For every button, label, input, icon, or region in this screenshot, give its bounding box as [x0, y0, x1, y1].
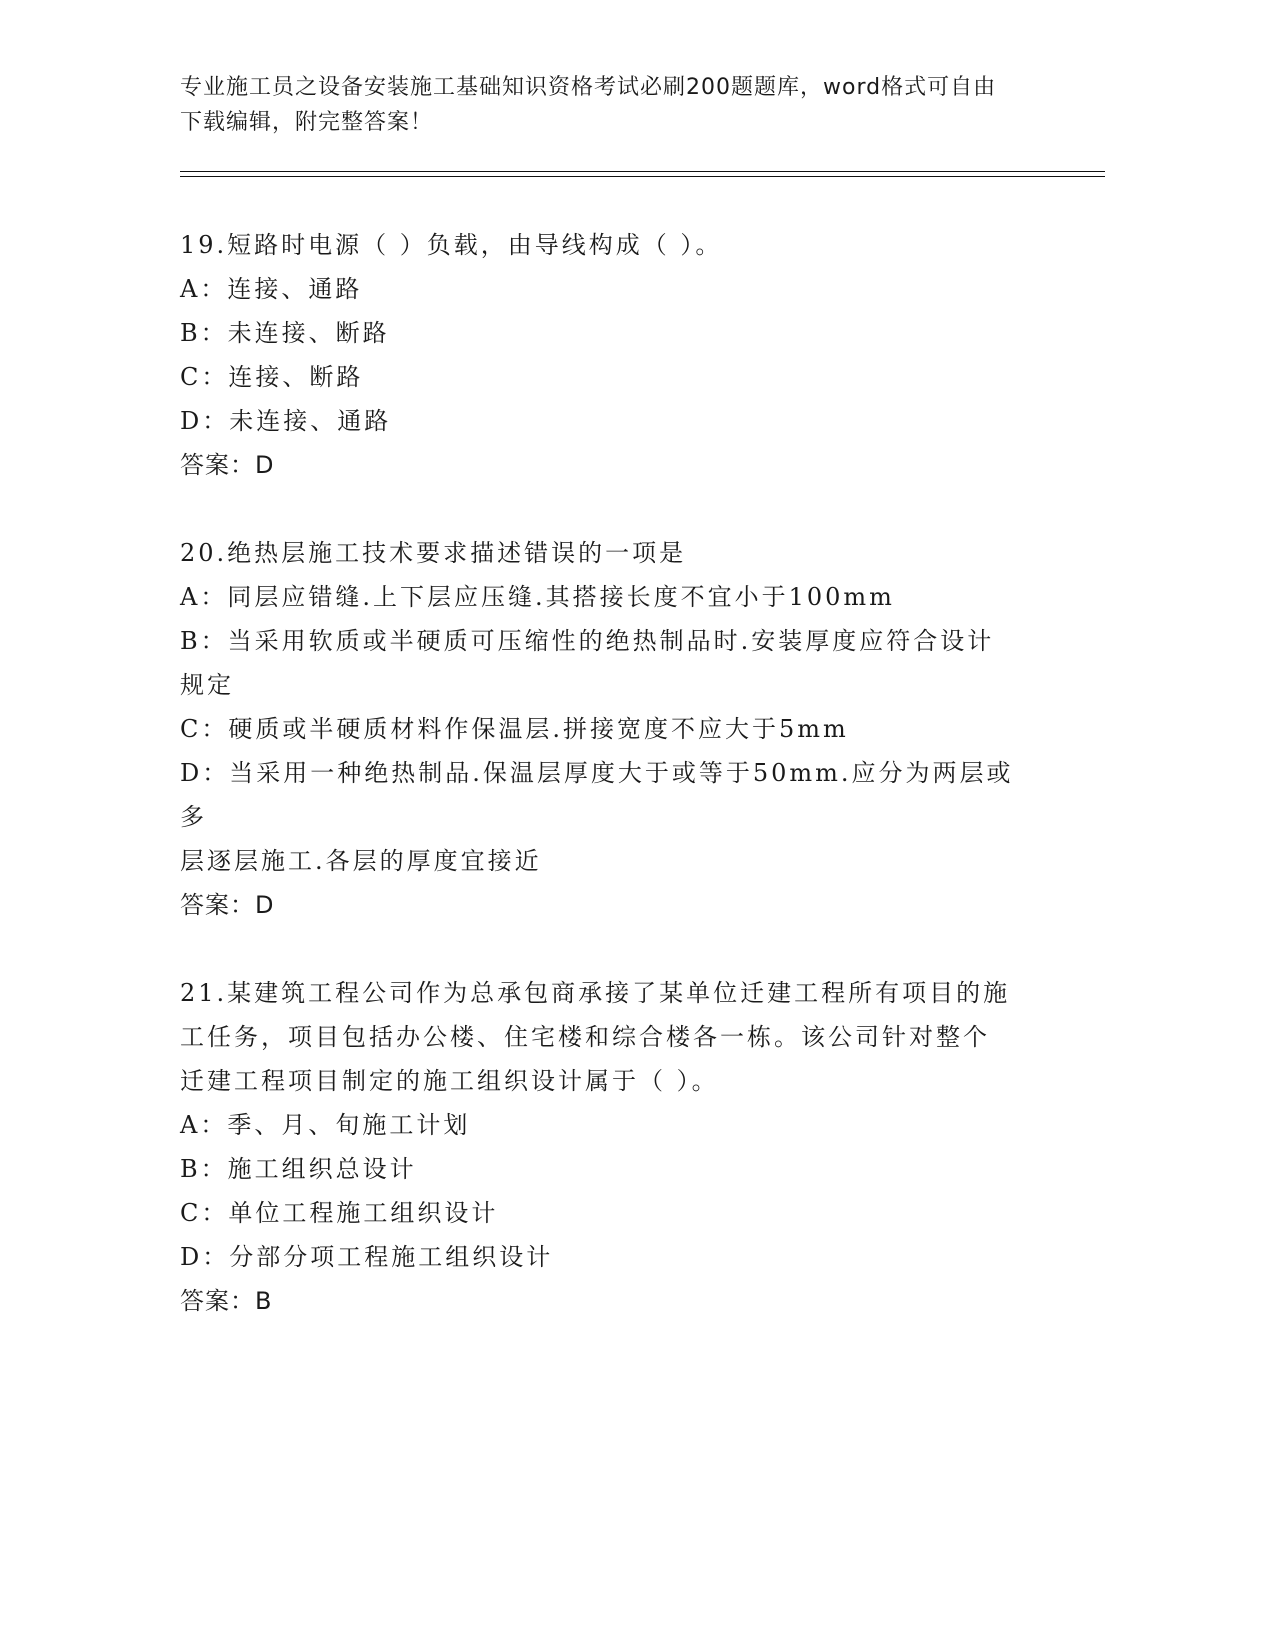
question-list	[180, 223, 1040, 1367]
option-text: D：当采用一种绝热制品.保温层厚度大于或等于50mm.应分为两层或多	[180, 759, 1014, 831]
option-text: D：分部分项工程施工组织设计	[180, 1243, 554, 1271]
answer: 答案：D	[180, 451, 275, 479]
option-text: A：同层应错缝.上下层应压缝.其搭接长度不宜小于100mm	[180, 583, 895, 611]
option-b	[180, 619, 1040, 707]
option-b	[180, 1147, 1040, 1191]
question-stem: 19.短路时电源（ ）负载，由导线构成（ ）。	[180, 231, 723, 259]
question-20	[180, 531, 1040, 927]
header-divider-bottom	[180, 176, 1105, 177]
option-text-continued: 规定	[180, 671, 234, 699]
option-c	[180, 1191, 1040, 1235]
header-divider-top	[180, 171, 1105, 172]
question-stem: 21.某建筑工程公司作为总承包商承接了某单位迁建工程所有项目的施	[180, 979, 1011, 1007]
option-text: A：季、月、旬施工计划	[180, 1111, 471, 1139]
question-stem: 20.绝热层施工技术要求描述错误的一项是	[180, 539, 687, 567]
question-stem-continued: 工任务，项目包括办公楼、住宅楼和综合楼各一栋。该公司针对整个	[180, 1023, 990, 1051]
question-19	[180, 223, 1040, 487]
question-stem-continued: 迁建工程项目制定的施工组织设计属于（ ）。	[180, 1067, 719, 1095]
header-title-line-1: 专业施工员之设备安装施工基础知识资格考试必刷200题题库，word格式可自由	[180, 75, 997, 100]
option-a	[180, 1103, 1040, 1147]
option-d	[180, 399, 1040, 443]
option-b	[180, 311, 1040, 355]
header-title-line-2: 下载编辑，附完整答案！	[180, 110, 434, 135]
document-header	[180, 70, 1080, 140]
option-text: A：连接、通路	[180, 275, 363, 303]
option-c	[180, 355, 1040, 399]
option-text: C：连接、断路	[180, 363, 364, 391]
option-text: B：当采用软质或半硬质可压缩性的绝热制品时.安装厚度应符合设计	[180, 627, 995, 655]
option-text: D：未连接、通路	[180, 407, 392, 435]
option-a	[180, 575, 1040, 619]
option-text-continued: 层逐层施工.各层的厚度宜接近	[180, 847, 542, 875]
option-c	[180, 707, 1040, 751]
option-text: C：单位工程施工组织设计	[180, 1199, 499, 1227]
option-text: B：未连接、断路	[180, 319, 390, 347]
option-d	[180, 1235, 1040, 1279]
option-d	[180, 751, 1040, 883]
answer: 答案：B	[180, 1287, 273, 1315]
option-text: C：硬质或半硬质材料作保温层.拼接宽度不应大于5mm	[180, 715, 849, 743]
option-a	[180, 267, 1040, 311]
option-text: B：施工组织总设计	[180, 1155, 417, 1183]
question-21	[180, 971, 1040, 1323]
answer: 答案：D	[180, 891, 275, 919]
